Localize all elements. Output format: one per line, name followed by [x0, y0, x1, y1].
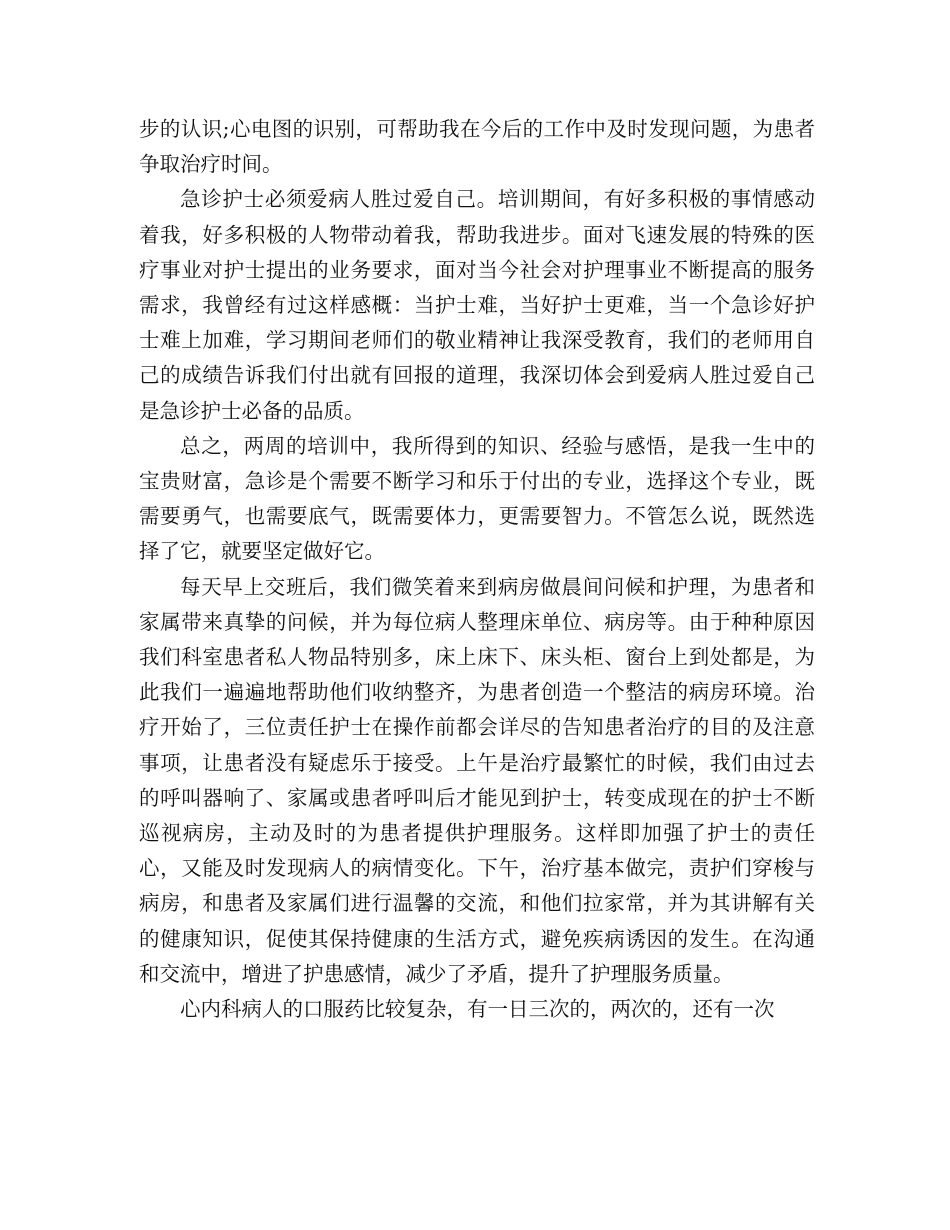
paragraph-4: 每天早上交班后，我们微笑着来到病房做晨间问候和护理，为患者和家属带来真挚的问候，并为每位病人整理床单位、病房等。由于种种原因我们科室患者私人物品特别多，床上床下、床头柜、窗台上到处都是，为此我们一遍遍地帮助他们收纳整齐，为患者创造一个整洁的病房环境。治疗开始了，三位责任护士在操作前都会详尽的告知患者治疗的目的及注意事项，让患者没有疑虑乐于接受。上午是治疗最繁忙的时候，我们由过去的呼叫器响了、家属或患者呼叫后才能见到护士，转变成现在的护士不断巡视病房，主动及时的为患者提供护理服务。这样即加强了护士的责任心，又能及时发现病人的病情变化。下午，治疗基本做完，责护们穿梭与病房，和患者及家属们进行温馨的交流，和他们拉家常，并为其讲解有关的健康知识，促使其保持健康的生活方式，避免疾病诱因的发生。在沟通和交流中，增进了护患感情，减少了矛盾，提升了护理服务质量。: [139, 574, 815, 986]
paragraph-5: 心内科病人的口服药比较复杂，有一日三次的，两次的，还有一次: [180, 997, 775, 1022]
document-body: [139, 112, 815, 1027]
paragraph-1: 步的认识;心电图的识别，可帮助我在今后的工作中及时发现问题，为患者争取治疗时间。: [139, 117, 815, 177]
paragraph-3: 总之，两周的培训中，我所得到的知识、经验与感悟，是我一生中的宝贵财富，急诊是个需要不断学习和乐于付出的专业，选择这个专业，既需要勇气，也需要底气，既需要体力，更需要智力。不管怎么说，既然选择了它，就要坚定做好它。: [139, 433, 815, 564]
paragraph-2: 急诊护士必须爱病人胜过爱自己。培训期间，有好多积极的事情感动着我，好多积极的人物带动着我，帮助我进步。面对飞速发展的特殊的医疗事业对护士提出的业务要求，面对当今社会对护理事业不断提高的服务需求，我曾经有过这样感概：当护士难，当好护士更难，当一个急诊好护士难上加难，学习期间老师们的敬业精神让我深受教育，我们的老师用自己的成绩告诉我们付出就有回报的道理，我深切体会到爱病人胜过爱自己是急诊护士必备的品质。: [139, 187, 815, 423]
